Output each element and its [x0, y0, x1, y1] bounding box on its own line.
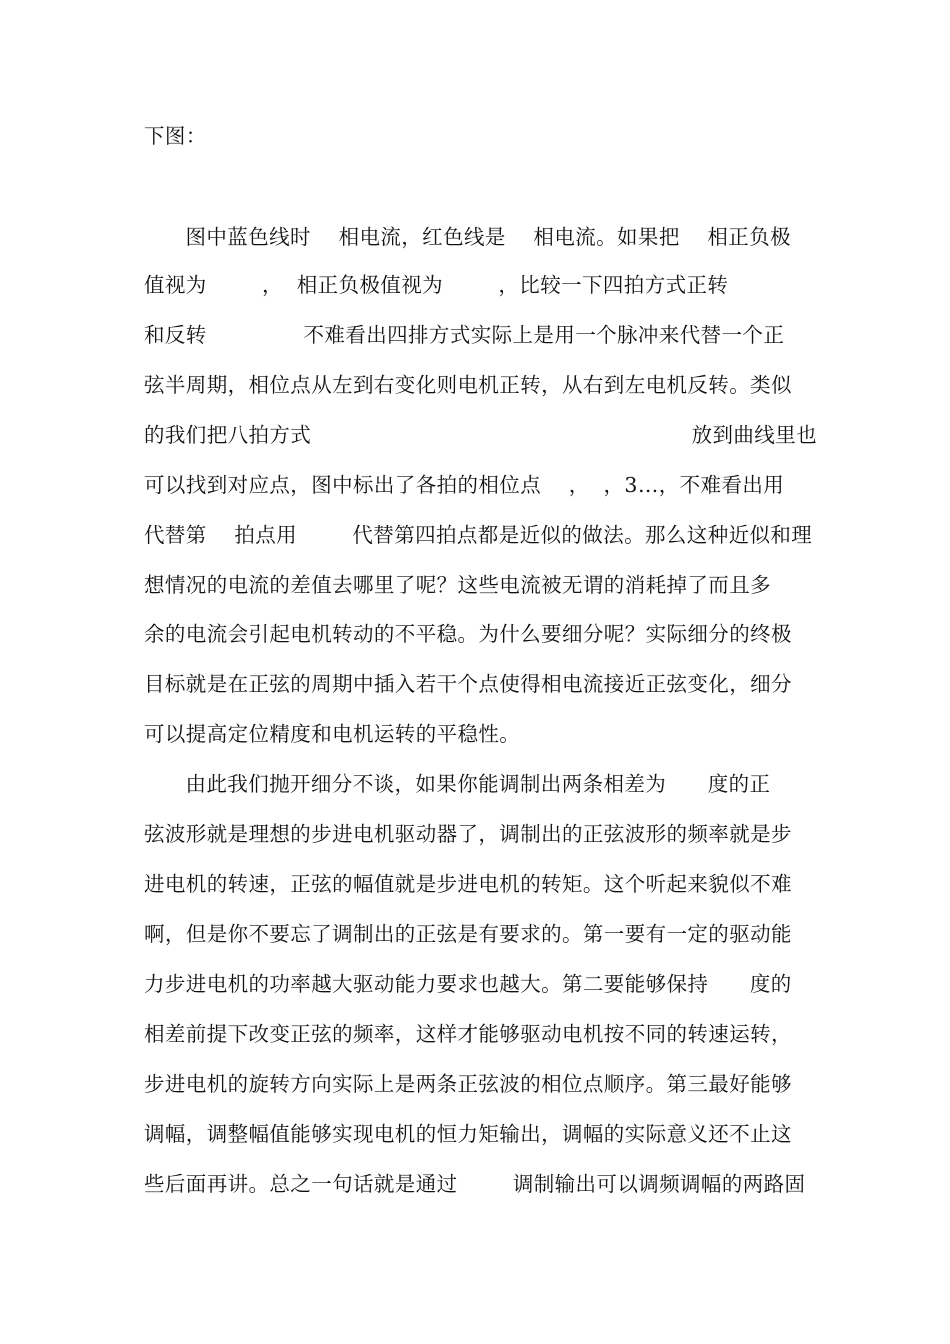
paragraph-line: 图中蓝色线时 相电流，红色线是 相电流。如果把 相正负极	[144, 225, 791, 249]
paragraph-line: 想情况的电流的差值去哪里了呢？这些电流被无谓的消耗掉了而且多	[144, 573, 771, 597]
paragraph-line: 弦半周期，相位点从左到右变化则电机正转，从右到左电机反转。类似	[144, 373, 792, 397]
paragraph-line: 可以找到对应点，图中标出了各拍的相位点 ， ，3…，不难看出用	[144, 473, 785, 497]
paragraph-line: 进电机的转速，正弦的幅值就是步进电机的转矩。这个听起来貌似不难	[144, 872, 792, 896]
paragraph-line: 的我们把八拍方式 放到曲线里也	[144, 423, 817, 447]
paragraph-line: 弦波形就是理想的步进电机驱动器了，调制出的正弦波形的频率就是步	[144, 822, 792, 846]
paragraph-line: 由此我们抛开细分不谈，如果你能调制出两条相差为 度的正	[144, 772, 771, 796]
paragraph-line: 和反转 不难看出四排方式实际上是用一个脉冲来代替一个正	[144, 323, 785, 347]
paragraph-line: 啊，但是你不要忘了调制出的正弦是有要求的。第一要有一定的驱动能	[144, 922, 792, 946]
paragraph-line: 步进电机的旋转方向实际上是两条正弦波的相位点顺序。第三最好能够	[144, 1072, 792, 1096]
text-line: 下图：	[144, 124, 207, 148]
paragraph-line: 值视为 ， 相正负极值视为 ，比较一下四拍方式正转	[144, 273, 729, 297]
paragraph-line: 代替第 拍点用 代替第四拍点都是近似的做法。那么这种近似和理	[144, 523, 813, 547]
paragraph-line: 可以提高定位精度和电机运转的平稳性。	[144, 722, 521, 746]
paragraph-line: 些后面再讲。总之一句话就是通过 调制输出可以调频调幅的两路固	[144, 1172, 806, 1196]
paragraph-line: 余的电流会引起电机转动的不平稳。为什么要细分呢？实际细分的终极	[144, 622, 792, 646]
paragraph-line: 力步进电机的功率越大驱动能力要求也越大。第二要能够保持 度的	[144, 972, 792, 996]
paragraph-line: 目标就是在正弦的周期中插入若干个点使得相电流接近正弦变化，细分	[144, 672, 792, 696]
paragraph-line: 相差前提下改变正弦的频率，这样才能够驱动电机按不同的转速运转，	[144, 1022, 792, 1046]
paragraph-line: 调幅，调整幅值能够实现电机的恒力矩输出，调幅的实际意义还不止这	[144, 1122, 792, 1146]
